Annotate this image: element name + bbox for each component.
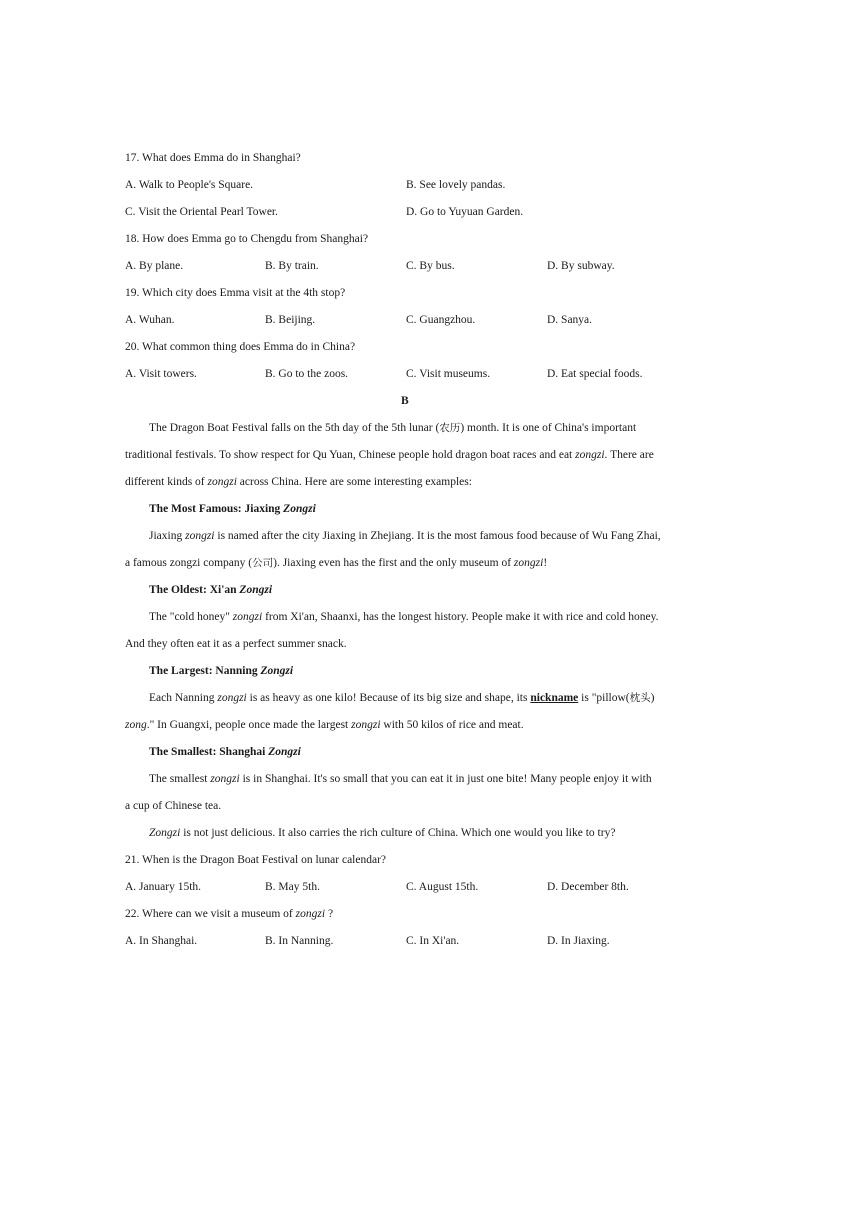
option-17c: C. Visit the Oriental Pearl Tower. <box>125 206 278 218</box>
closing-paragraph <box>125 828 693 855</box>
option-21b: B. May 5th. <box>265 881 320 893</box>
xian-line-2: And they often eat it as a perfect summer snack. <box>125 638 347 650</box>
option-22a: A. In Shanghai. <box>125 935 198 947</box>
shanghai-line-1: The smallest zongzi is in Shanghai. It's so small that you can eat it in just one bite! Many people enjoy it with <box>149 773 652 785</box>
xian-heading: The Oldest: Xi'an Zongzi <box>149 584 273 596</box>
nanning-heading: The Largest: Nanning Zongzi <box>149 665 294 677</box>
option-21d: D. December 8th. <box>547 881 629 893</box>
option-18d: D. By subway. <box>547 260 615 272</box>
option-18c: C. By bus. <box>406 260 455 272</box>
nanning-line-1: Each Nanning zongzi is as heavy as one kilo! Because of its big size and shape, its nickname is "pillow(枕头) <box>149 692 655 704</box>
intro-line-3: different kinds of zongzi across China. Here are some interesting examples: <box>125 476 472 488</box>
shanghai-line-2: a cup of Chinese tea. <box>125 800 222 812</box>
option-20a: A. Visit towers. <box>125 368 197 380</box>
intro-line-1: The Dragon Boat Festival falls on the 5th day of the 5th lunar (农历) month. It is one of China's important <box>149 422 637 434</box>
question-20: 20. What common thing does Emma do in China? <box>125 341 356 353</box>
option-18b: B. By train. <box>265 260 319 272</box>
question-21: 21. When is the Dragon Boat Festival on lunar calendar? <box>125 854 387 866</box>
closing-line: Zongzi is not just delicious. It also carries the rich culture of China. Which one would you like to try? <box>149 827 616 839</box>
option-19d: D. Sanya. <box>547 314 593 326</box>
option-18a: A. By plane. <box>125 260 184 272</box>
intro-line-2: traditional festivals. To show respect for Qu Yuan, Chinese people hold dragon boat races and eat zongzi. There are <box>125 449 654 461</box>
option-19a: A. Wuhan. <box>125 314 175 326</box>
nanning-paragraph <box>125 693 693 747</box>
option-17d: D. Go to Yuyuan Garden. <box>406 206 524 218</box>
nickname-term: nickname <box>530 692 579 704</box>
option-20d: D. Eat special foods. <box>547 368 643 380</box>
jiaxing-line-1: Jiaxing zongzi is named after the city Jiaxing in Zhejiang. It is the most famous food because of Wu Fang Zhai, <box>149 530 661 542</box>
question-17: 17. What does Emma do in Shanghai? <box>125 152 301 164</box>
option-22c: C. In Xi'an. <box>406 935 460 947</box>
option-19b: B. Beijing. <box>265 314 316 326</box>
shanghai-paragraph <box>125 774 693 828</box>
option-22d: D. In Jiaxing. <box>547 935 610 947</box>
option-21c: C. August 15th. <box>406 881 479 893</box>
option-17a: A. Walk to People's Square. <box>125 179 254 191</box>
intro-paragraph <box>125 423 693 504</box>
option-20b: B. Go to the zoos. <box>265 368 349 380</box>
jiaxing-heading: The Most Famous: Jiaxing Zongzi <box>149 503 316 515</box>
option-19c: C. Guangzhou. <box>406 314 476 326</box>
shanghai-heading: The Smallest: Shanghai Zongzi <box>149 746 301 758</box>
xian-paragraph <box>125 612 693 666</box>
question-19: 19. Which city does Emma visit at the 4th stop? <box>125 287 346 299</box>
option-20c: C. Visit museums. <box>406 368 491 380</box>
option-21a: A. January 15th. <box>125 881 202 893</box>
section-b-heading: B <box>401 395 409 407</box>
jiaxing-paragraph <box>125 531 693 585</box>
option-22b: B. In Nanning. <box>265 935 334 947</box>
nanning-line-2: zong." In Guangxi, people once made the largest zongzi with 50 kilos of rice and meat. <box>125 719 524 731</box>
question-22: 22. Where can we visit a museum of zongzi ? <box>125 908 334 920</box>
option-17b: B. See lovely pandas. <box>406 179 506 191</box>
question-18: 18. How does Emma go to Chengdu from Shanghai? <box>125 233 369 245</box>
xian-line-1: The "cold honey" zongzi from Xi'an, Shaanxi, has the longest history. People make it with rice and cold honey. <box>149 611 659 623</box>
jiaxing-line-2: a famous zongzi company (公司). Jiaxing even has the first and the only museum of zongzi! <box>125 557 548 569</box>
